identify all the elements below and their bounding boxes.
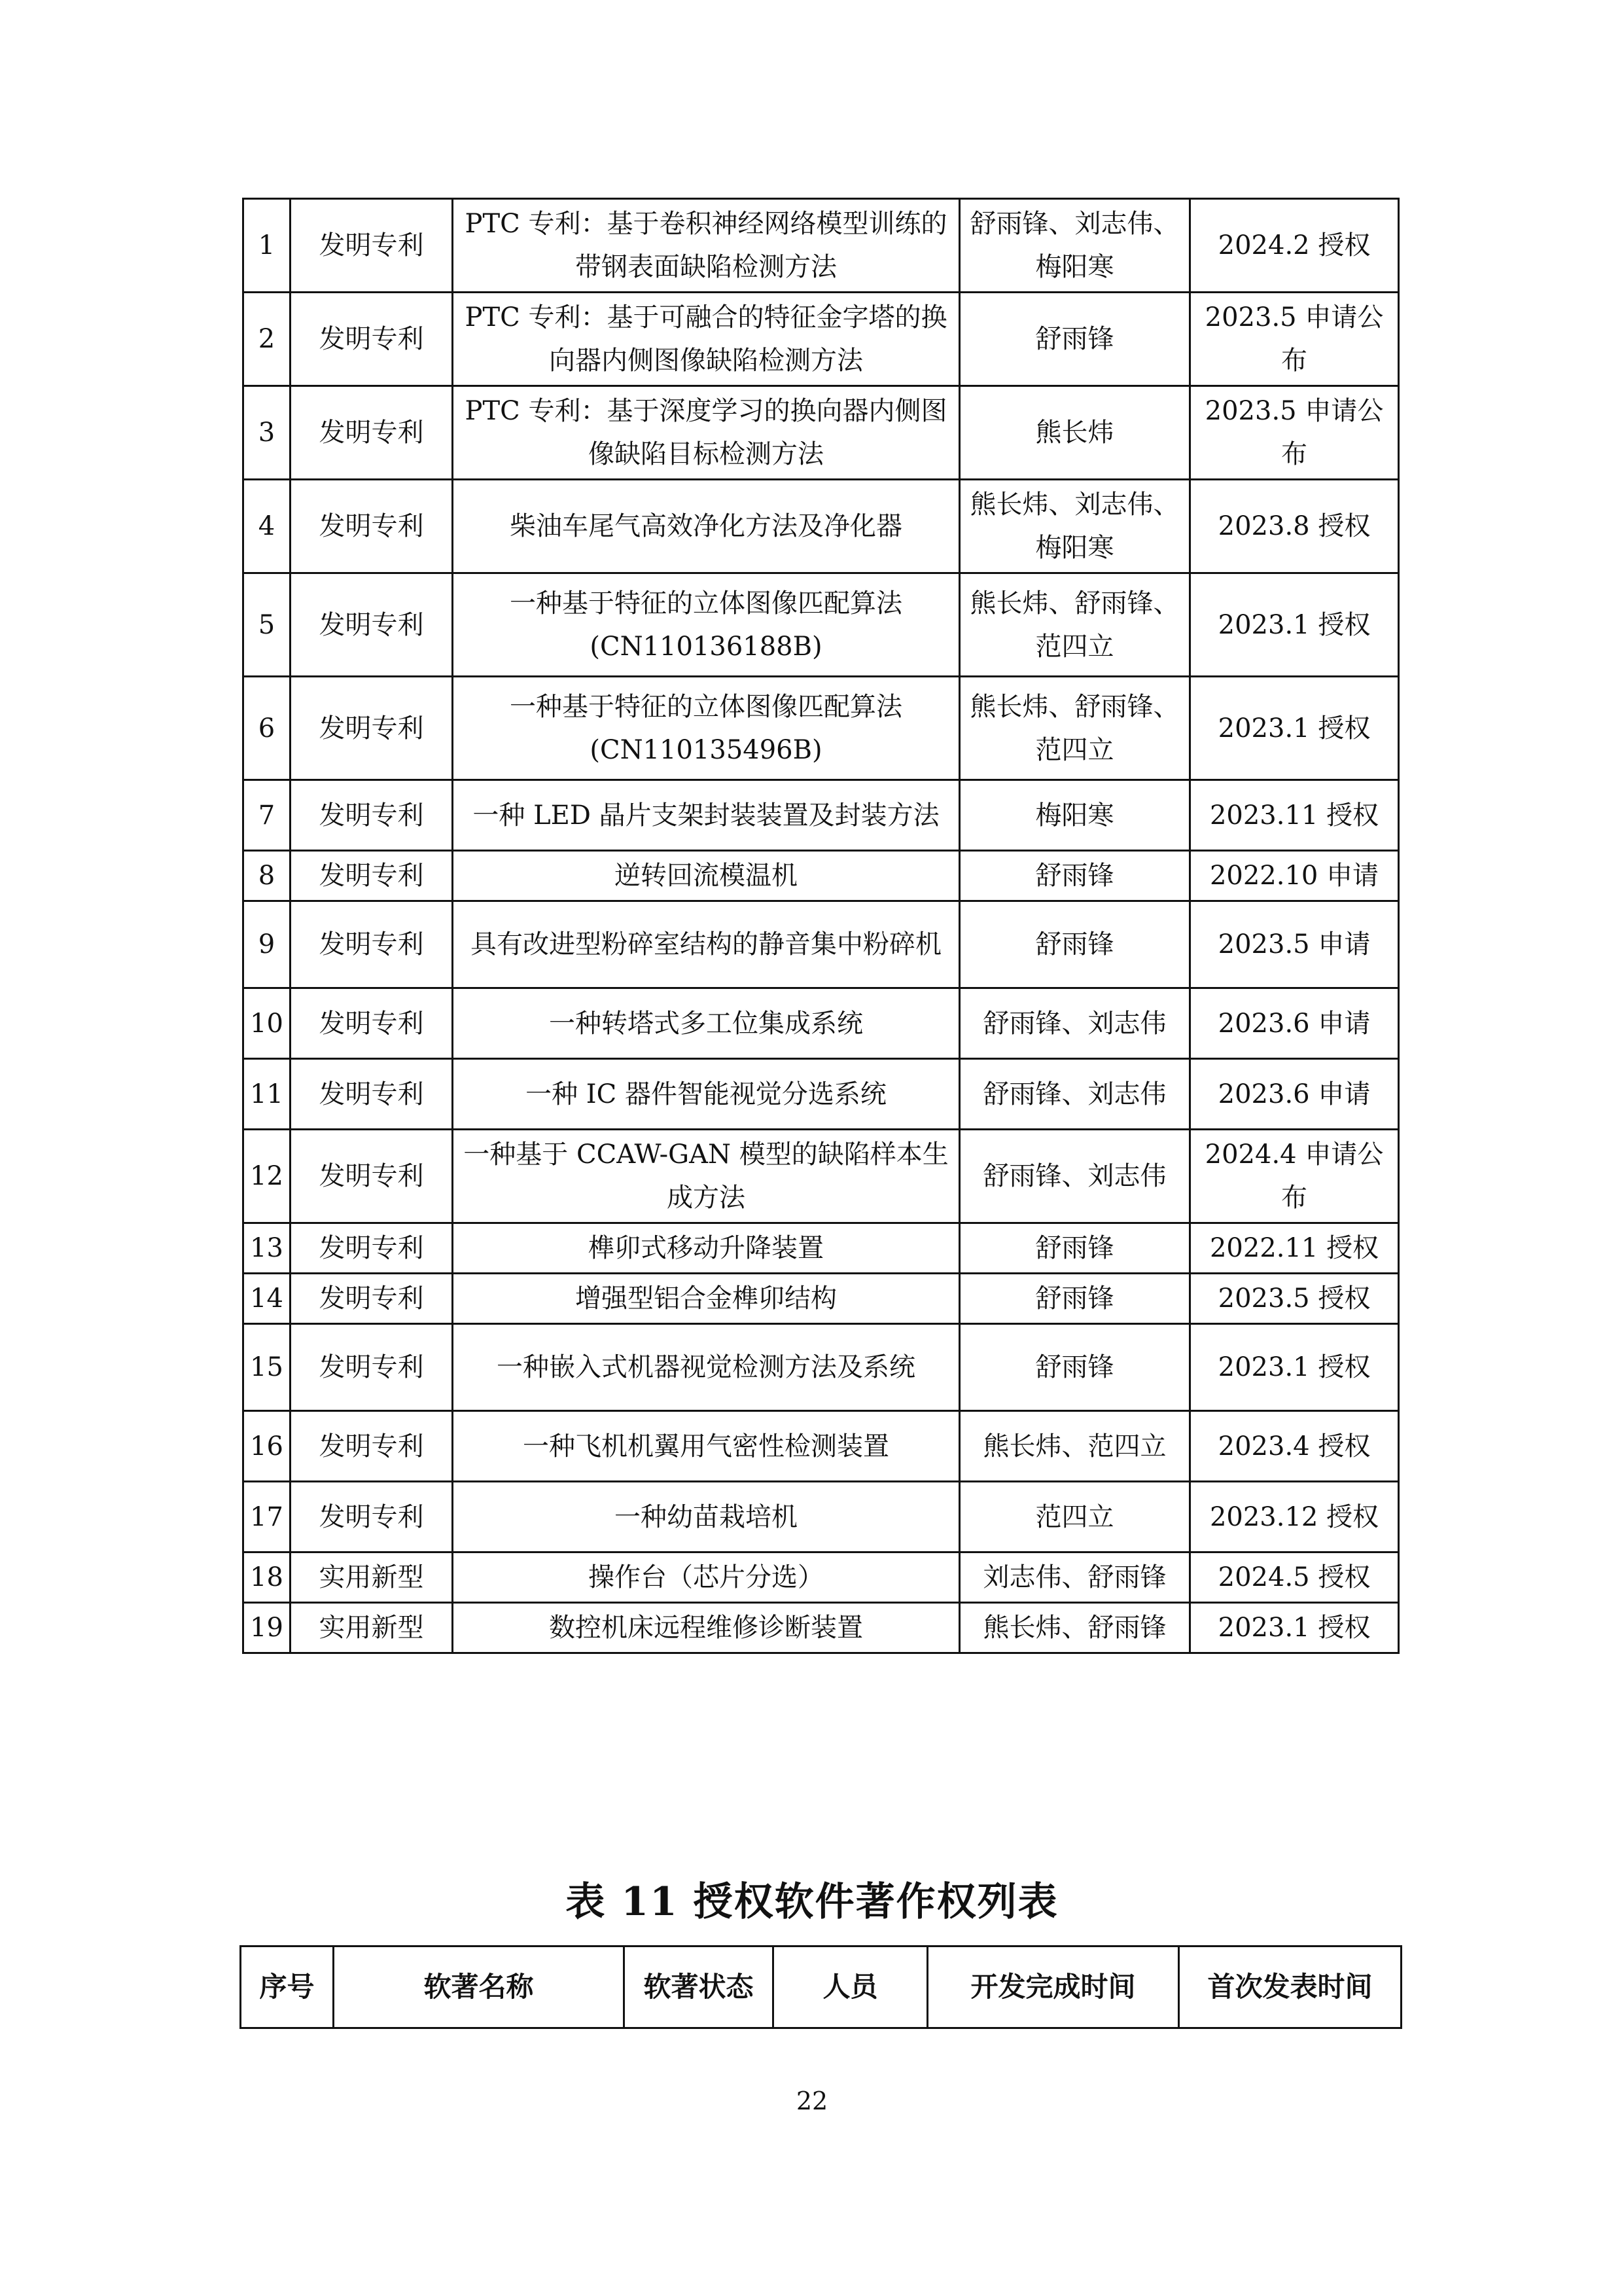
row-number: 18 <box>243 1552 291 1603</box>
row-number: 8 <box>243 851 291 901</box>
patent-people: 舒雨锋、刘志伟 <box>960 988 1190 1059</box>
patent-name: 一种基于 CCAW-GAN 模型的缺陷样本生成方法 <box>453 1130 960 1223</box>
patent-name: 一种转塔式多工位集成系统 <box>453 988 960 1059</box>
patent-status: 2023.6 申请 <box>1190 988 1399 1059</box>
patent-people: 舒雨锋、刘志伟 <box>960 1059 1190 1130</box>
table-row <box>243 386 1399 480</box>
row-number: 14 <box>243 1274 291 1324</box>
page-number: 22 <box>796 2087 828 2115</box>
row-number: 2 <box>243 293 291 386</box>
patent-status: 2023.8 授权 <box>1190 480 1399 573</box>
row-number: 7 <box>243 780 291 851</box>
table-row <box>243 1274 1399 1324</box>
patent-people: 刘志伟、舒雨锋 <box>960 1552 1190 1603</box>
table-row <box>243 988 1399 1059</box>
patent-status: 2023.1 授权 <box>1190 573 1399 677</box>
patent-type: 发明专利 <box>291 386 453 480</box>
patent-type: 发明专利 <box>291 1130 453 1223</box>
patent-type: 实用新型 <box>291 1552 453 1603</box>
patent-people: 舒雨锋 <box>960 1324 1190 1411</box>
patent-status: 2023.5 申请 <box>1190 901 1399 988</box>
row-number: 13 <box>243 1223 291 1274</box>
patent-table <box>242 198 1400 1654</box>
patent-name: 一种 LED 晶片支架封装装置及封装方法 <box>453 780 960 851</box>
patent-name: 增强型铝合金榫卯结构 <box>453 1274 960 1324</box>
header-software-status: 软著状态 <box>624 1946 773 2028</box>
row-number: 15 <box>243 1324 291 1411</box>
table-caption: 表 11 授权软件著作权列表 <box>565 1879 1059 1925</box>
patent-type: 发明专利 <box>291 988 453 1059</box>
patent-status: 2023.11 授权 <box>1190 780 1399 851</box>
patent-type: 发明专利 <box>291 677 453 780</box>
table-header-row <box>241 1946 1402 2028</box>
table-row <box>243 780 1399 851</box>
table-row <box>243 1411 1399 1482</box>
table-row <box>243 851 1399 901</box>
patent-status: 2024.2 授权 <box>1190 199 1399 293</box>
patent-name: 数控机床远程维修诊断装置 <box>453 1603 960 1653</box>
table-row <box>243 1324 1399 1411</box>
patent-name: 一种飞机机翼用气密性检测装置 <box>453 1411 960 1482</box>
patent-people: 舒雨锋、刘志伟 <box>960 1130 1190 1223</box>
row-number: 11 <box>243 1059 291 1130</box>
patent-type: 发明专利 <box>291 199 453 293</box>
patent-name: 一种 IC 器件智能视觉分选系统 <box>453 1059 960 1130</box>
software-copyright-table <box>239 1945 1402 2029</box>
table-row <box>243 1603 1399 1653</box>
patent-people: 熊长炜、舒雨锋 <box>960 1603 1190 1653</box>
patent-people: 舒雨锋 <box>960 1223 1190 1274</box>
table-row <box>243 677 1399 780</box>
patent-name: 榫卯式移动升降装置 <box>453 1223 960 1274</box>
header-software-name: 软著名称 <box>334 1946 624 2028</box>
patent-type: 发明专利 <box>291 1324 453 1411</box>
patent-status: 2023.5 申请公布 <box>1190 386 1399 480</box>
patent-name: 操作台（芯片分选） <box>453 1552 960 1603</box>
patent-status: 2023.1 授权 <box>1190 677 1399 780</box>
patent-type: 发明专利 <box>291 1223 453 1274</box>
header-completion-time: 开发完成时间 <box>928 1946 1179 2028</box>
patent-status: 2023.6 申请 <box>1190 1059 1399 1130</box>
patent-name: 逆转回流模温机 <box>453 851 960 901</box>
patent-type: 实用新型 <box>291 1603 453 1653</box>
patent-people: 舒雨锋 <box>960 293 1190 386</box>
patent-name: 一种嵌入式机器视觉检测方法及系统 <box>453 1324 960 1411</box>
table-row <box>243 199 1399 293</box>
patent-type: 发明专利 <box>291 480 453 573</box>
header-serial: 序号 <box>241 1946 334 2028</box>
table-row <box>243 1130 1399 1223</box>
patent-type: 发明专利 <box>291 1274 453 1324</box>
patent-name: 具有改进型粉碎室结构的静音集中粉碎机 <box>453 901 960 988</box>
patent-name: 一种基于特征的立体图像匹配算法(CN110135496B) <box>453 677 960 780</box>
patent-people: 熊长炜 <box>960 386 1190 480</box>
patent-name: 一种幼苗栽培机 <box>453 1482 960 1552</box>
header-first-publish-time: 首次发表时间 <box>1179 1946 1402 2028</box>
patent-type: 发明专利 <box>291 1411 453 1482</box>
patent-name: PTC 专利：基于深度学习的换向器内侧图像缺陷目标检测方法 <box>453 386 960 480</box>
row-number: 16 <box>243 1411 291 1482</box>
patent-status: 2022.11 授权 <box>1190 1223 1399 1274</box>
row-number: 10 <box>243 988 291 1059</box>
patent-status: 2023.4 授权 <box>1190 1411 1399 1482</box>
patent-people: 熊长炜、舒雨锋、范四立 <box>960 573 1190 677</box>
patent-status: 2024.5 授权 <box>1190 1552 1399 1603</box>
patent-people: 舒雨锋 <box>960 851 1190 901</box>
patent-type: 发明专利 <box>291 1059 453 1130</box>
table-row <box>243 1482 1399 1552</box>
patent-people: 梅阳寒 <box>960 780 1190 851</box>
patent-name: PTC 专利：基于卷积神经网络模型训练的带钢表面缺陷检测方法 <box>453 199 960 293</box>
patent-people: 舒雨锋 <box>960 901 1190 988</box>
header-people: 人员 <box>773 1946 928 2028</box>
row-number: 9 <box>243 901 291 988</box>
table-row <box>243 573 1399 677</box>
patent-name: 柴油车尾气高效净化方法及净化器 <box>453 480 960 573</box>
patent-type: 发明专利 <box>291 1482 453 1552</box>
patent-status: 2022.10 申请 <box>1190 851 1399 901</box>
row-number: 19 <box>243 1603 291 1653</box>
row-number: 3 <box>243 386 291 480</box>
patent-name: 一种基于特征的立体图像匹配算法(CN110136188B) <box>453 573 960 677</box>
row-number: 4 <box>243 480 291 573</box>
patent-type: 发明专利 <box>291 851 453 901</box>
row-number: 6 <box>243 677 291 780</box>
patent-people: 范四立 <box>960 1482 1190 1552</box>
table-row <box>243 1223 1399 1274</box>
table-row <box>243 293 1399 386</box>
patent-people: 熊长炜、刘志伟、梅阳寒 <box>960 480 1190 573</box>
patent-type: 发明专利 <box>291 780 453 851</box>
patent-status: 2023.5 授权 <box>1190 1274 1399 1324</box>
patent-status: 2023.12 授权 <box>1190 1482 1399 1552</box>
row-number: 12 <box>243 1130 291 1223</box>
table-row <box>243 1059 1399 1130</box>
row-number: 17 <box>243 1482 291 1552</box>
patent-people: 舒雨锋、刘志伟、梅阳寒 <box>960 199 1190 293</box>
patent-status: 2023.1 授权 <box>1190 1324 1399 1411</box>
patent-status: 2023.1 授权 <box>1190 1603 1399 1653</box>
patent-type: 发明专利 <box>291 901 453 988</box>
row-number: 5 <box>243 573 291 677</box>
table-row <box>243 480 1399 573</box>
patent-status: 2023.5 申请公布 <box>1190 293 1399 386</box>
patent-type: 发明专利 <box>291 293 453 386</box>
patent-type: 发明专利 <box>291 573 453 677</box>
table-row <box>243 1552 1399 1603</box>
patent-name: PTC 专利：基于可融合的特征金字塔的换向器内侧图像缺陷检测方法 <box>453 293 960 386</box>
patent-people: 熊长炜、范四立 <box>960 1411 1190 1482</box>
patent-status: 2024.4 申请公布 <box>1190 1130 1399 1223</box>
patent-people: 熊长炜、舒雨锋、范四立 <box>960 677 1190 780</box>
patent-people: 舒雨锋 <box>960 1274 1190 1324</box>
row-number: 1 <box>243 199 291 293</box>
table-row <box>243 901 1399 988</box>
